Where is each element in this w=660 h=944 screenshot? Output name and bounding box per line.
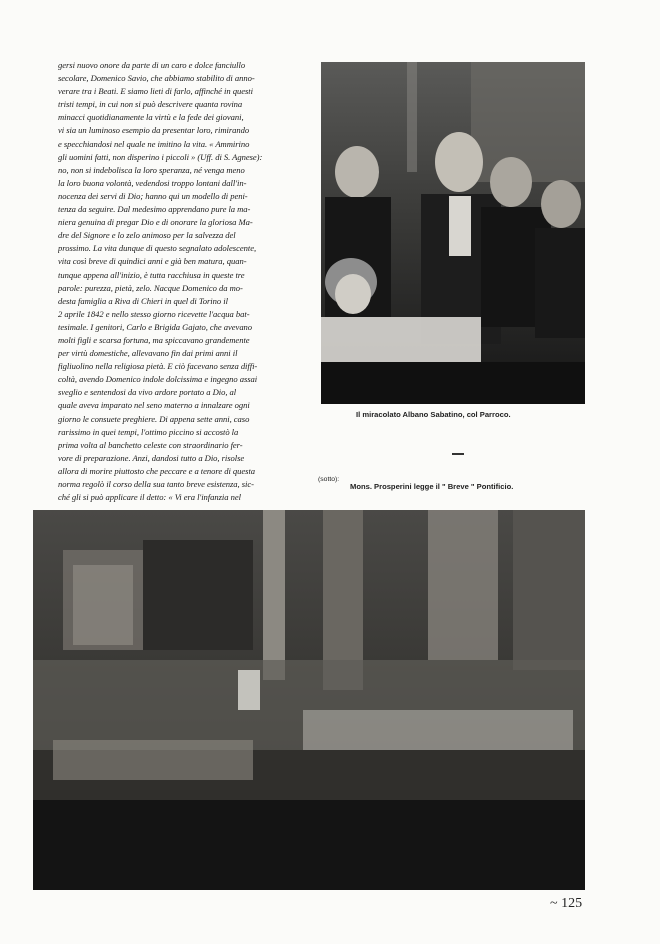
text-line: niera genuina di pregar Dio e di onorare la gloriosa Ma- [58,217,253,228]
text-line: ché gli si può applicare il detto: « Vi era l'infanzia nel [58,492,241,503]
text-line: e specchiandosi nel quale ne imitino la vita. « Ammirino [58,138,250,149]
text-line: tesimale. I genitori, Carlo e Brigida Gajato, che avevano [58,321,253,332]
caption-position-label: (sotto): [318,476,340,483]
text-line: nocenza dei servi di Dio; hanno qui un modello di peni- [58,190,248,201]
article-text-column [58,59,306,504]
text-line: no, non si indebolisca la loro speranza, né venga meno [58,164,245,175]
text-line: norma regolò il corso della sua tanto breve esistenza, sic- [58,479,254,489]
text-line: sveglio e sentendosi da vivo ardore portato a Dio, al [58,387,237,398]
text-line: verare tra i Beati. E siamo lieti di farlo, affinché in questi [58,86,253,97]
photo-basilica-ceremony [33,510,585,890]
text-line: rarissimo in quei tempi, l'ottimo piccino si accostò la [58,426,239,437]
text-line: dre del Signore e lo zelo animoso per la salvezza del [58,230,236,241]
photo-basilica-interior [33,510,585,890]
text-line: minacci quotidianamente la virtù e la fede dei giovani, [58,112,244,123]
text-line: secolare, Domenico Savio, che abbiamo stabilito di anno- [58,73,255,84]
text-line: vi sia un luminoso esempio da presentar loro, rimirando [58,125,250,136]
text-line: tristi tempi, in cui non si può descrivere quanta rovina [58,99,243,110]
text-line: tunque appena all'inizio, è tutta racchiusa in queste tre [58,269,245,280]
photo-miracolato-with-parish-priest [321,62,585,404]
text-line: tenza da seguire. Dal medesimo apprendano pure la ma- [58,204,251,215]
photo-caption-bottom: Mons. Prosperini legge il " Breve " Pontificio. [350,482,514,491]
text-line: prima volta al banchetto celeste con straordinario fer- [58,439,243,450]
text-line: 2 aprile 1842 e nello stesso giorno ricevette l'acqua bat- [58,308,250,319]
text-line: gersi nuovo onore da parte di un caro e dolce fanciullo [58,60,246,70]
text-line: vita così breve di quindici anni e già ben matura, quan- [58,256,247,267]
text-line: per virtù domestiche, allevavano fin dai primi anni il [58,348,238,359]
photo-caption-top: Il miracolato Albano Sabatino, col Parroco. [356,410,511,419]
text-line: giorno le consuete preghiere. Di appena sette anni, caso [58,413,250,424]
text-line: coltà, avendo Domenico indole dolcissima e ingegno assai [58,374,258,385]
text-line: la loro buona volontà, vedendosi troppo lontani dall'in- [58,177,247,188]
text-line: vore di preparazione. Anzi, dandosi tutto a Dio, risolse [58,452,245,463]
photo-group-portrait [321,62,585,404]
text-line: molti figli e scarsa fortuna, ma spiccavano grandemente [58,334,250,345]
page-number: ~ 125 [550,896,583,911]
separator-dash [452,453,464,455]
text-line: parole: purezza, pietà, zelo. Nacque Domenico da mo- [58,282,243,293]
text-line: desta famiglia a Riva di Chieri in quel di Torino il [58,295,228,306]
text-line: quale aveva imparato nel seno materno a innalzare ogni [58,400,250,411]
text-line: gli uomini fatti, non disperino i piccoli » (Uff. di S. Agnese): [58,151,263,162]
text-line: prossimo. La vita dunque di questo segnalato adolescente, [58,243,257,254]
text-line: allora di morire piuttosto che peccare e a tenore di questa [58,465,256,476]
text-line: figliuolino nella religiosa pietà. E ciò facevano senza diffi- [58,361,258,372]
